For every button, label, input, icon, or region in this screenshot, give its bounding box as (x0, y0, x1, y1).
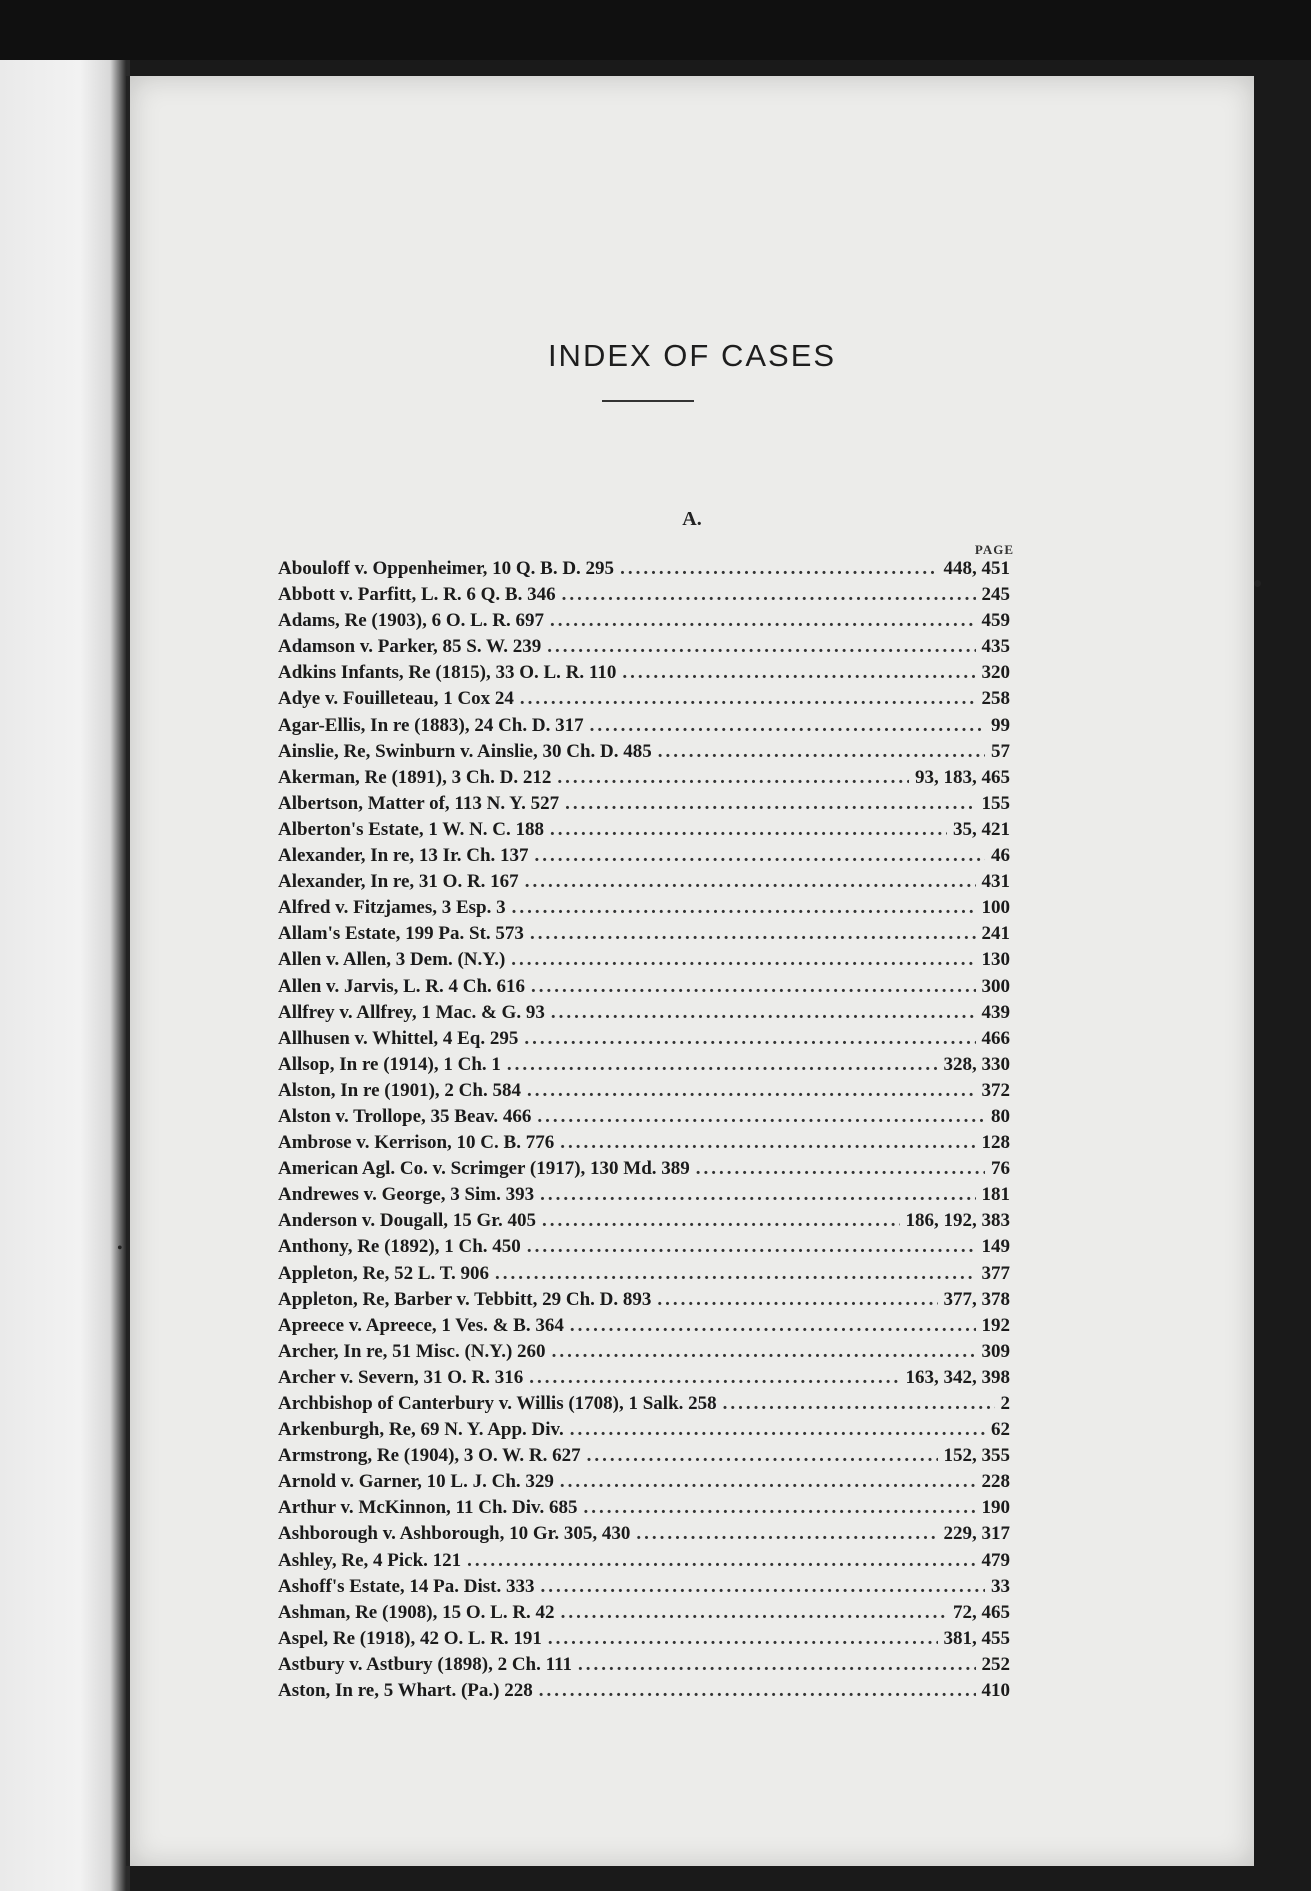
index-entry (278, 949, 1010, 975)
case-citation: Arkenburgh, Re, 69 N. Y. App. Div. (278, 1419, 564, 1441)
dot-leader (535, 845, 985, 867)
case-citation: Andrewes v. George, 3 Sim. 393 (278, 1184, 535, 1206)
dot-leader (590, 715, 985, 737)
page-references: 128 (981, 1132, 1010, 1154)
case-index-list (278, 558, 1010, 1706)
case-citation: Armstrong, Re (1904), 3 O. W. R. 627 (278, 1445, 581, 1467)
case-citation: Albertson, Matter of, 113 N. Y. 527 (278, 792, 560, 814)
dot-leader (527, 1236, 976, 1258)
dot-leader (531, 976, 975, 998)
index-entry (278, 1550, 1010, 1576)
index-entry (278, 897, 1010, 923)
index-entry (278, 923, 1010, 949)
page-references: 435 (981, 636, 1010, 658)
page-references: 2 (1000, 1393, 1010, 1414)
case-citation: American Agl. Co. v. Scrimger (1917), 130 Md. 389 (278, 1158, 690, 1180)
dot-leader (551, 1002, 976, 1024)
page-references: 410 (981, 1680, 1010, 1702)
dot-leader (530, 923, 976, 945)
index-entry (278, 1680, 1010, 1706)
case-citation: Ashley, Re, 4 Pick. 121 (278, 1549, 462, 1571)
case-citation: Aston, In re, 5 Whart. (Pa.) 228 (278, 1680, 533, 1702)
page-references: 229, 317 (943, 1523, 1010, 1545)
index-entry (278, 1602, 1010, 1628)
dot-leader (495, 1263, 976, 1285)
page-references: 190 (981, 1497, 1010, 1519)
case-citation: Ainslie, Re, Swinburn v. Ainslie, 30 Ch. D. 485 (278, 740, 652, 762)
case-citation: Agar-Ellis, In re (1883), 24 Ch. D. 317 (278, 714, 584, 736)
page-references: 62 (991, 1419, 1010, 1441)
dot-leader (525, 871, 976, 893)
case-citation: Allen v. Jarvis, L. R. 4 Ch. 616 (278, 975, 526, 997)
case-citation: Archer, In re, 51 Misc. (N.Y.) 260 (278, 1340, 546, 1362)
index-entry (278, 1393, 1010, 1419)
page-references: 300 (981, 975, 1010, 997)
case-citation: Appleton, Re, Barber v. Tebbitt, 29 Ch. D. 893 (278, 1288, 652, 1310)
dot-leader (511, 949, 975, 971)
page-column-header: PAGE (974, 542, 1014, 557)
index-entry (278, 1445, 1010, 1471)
page-references: 93, 183, 465 (915, 766, 1010, 788)
dot-leader (622, 662, 975, 684)
dot-leader (529, 1367, 899, 1389)
page-references: 130 (981, 949, 1010, 971)
case-citation: Archbishop of Canterbury v. Willis (1708), 1 Salk. 258 (278, 1393, 717, 1414)
case-citation: Alfred v. Fitzjames, 3 Esp. 3 (278, 897, 506, 919)
case-citation: Appleton, Re, 52 L. T. 906 (278, 1262, 489, 1284)
page-references: 479 (981, 1549, 1010, 1571)
index-entry (278, 1054, 1010, 1080)
page-references: 431 (981, 871, 1010, 893)
dot-leader (560, 1471, 976, 1493)
page-references: 46 (991, 845, 1010, 867)
dot-leader (542, 1210, 900, 1232)
index-entry (278, 558, 1010, 584)
case-citation: Akerman, Re (1891), 3 Ch. D. 212 (278, 766, 552, 788)
index-entry (278, 1106, 1010, 1132)
dot-leader (548, 1628, 938, 1650)
dot-leader (537, 1106, 985, 1128)
page-references: 448, 451 (943, 558, 1010, 579)
index-entry (278, 1367, 1010, 1393)
page-references: 155 (981, 792, 1010, 814)
page-references: 181 (981, 1184, 1010, 1206)
dot-leader (467, 1550, 975, 1572)
index-entry (278, 976, 1010, 1002)
case-citation: Arthur v. McKinnon, 11 Ch. Div. 685 (278, 1497, 578, 1519)
case-citation: Allhusen v. Whittel, 4 Eq. 295 (278, 1027, 519, 1049)
index-entry (278, 1184, 1010, 1210)
page-references: 459 (981, 610, 1010, 632)
case-citation: Apreece v. Apreece, 1 Ves. & B. 364 (278, 1314, 564, 1336)
page-references: 439 (981, 1001, 1010, 1023)
page-references: 149 (981, 1236, 1010, 1258)
dot-leader (570, 1315, 976, 1337)
dot-leader (540, 1184, 975, 1206)
index-entry (278, 1002, 1010, 1028)
index-entry (278, 1471, 1010, 1497)
page-references: 258 (981, 688, 1010, 710)
index-entry (278, 871, 1010, 897)
page-references: 192 (981, 1314, 1010, 1336)
margin-dot (1254, 580, 1261, 587)
page-references: 372 (981, 1079, 1010, 1101)
dot-leader (636, 1523, 937, 1545)
dot-leader (578, 1654, 975, 1676)
index-entry (278, 1028, 1010, 1054)
case-citation: Ashman, Re (1908), 15 O. L. R. 42 (278, 1601, 555, 1623)
case-citation: Allsop, In re (1914), 1 Ch. 1 (278, 1053, 501, 1075)
dot-leader (723, 1393, 995, 1415)
index-entry (278, 1315, 1010, 1341)
case-citation: Arnold v. Garner, 10 L. J. Ch. 329 (278, 1471, 554, 1493)
case-citation: Aspel, Re (1918), 42 O. L. R. 191 (278, 1627, 542, 1649)
page-references: 252 (981, 1653, 1010, 1675)
case-citation: Adye v. Fouilleteau, 1 Cox 24 (278, 688, 514, 710)
dot-leader (587, 1445, 938, 1467)
page-references: 57 (991, 740, 1010, 762)
case-citation: Allam's Estate, 199 Pa. St. 573 (278, 923, 524, 945)
page-references: 152, 355 (943, 1445, 1010, 1467)
margin-mark: • (117, 1240, 123, 1257)
index-entry (278, 1263, 1010, 1289)
index-entry (278, 662, 1010, 688)
dot-leader (560, 1132, 975, 1154)
index-entry (278, 636, 1010, 662)
dot-leader (557, 767, 909, 789)
index-entry (278, 819, 1010, 845)
case-citation: Archer v. Severn, 31 O. R. 316 (278, 1366, 524, 1388)
case-citation: Anderson v. Dougall, 15 Gr. 405 (278, 1210, 536, 1232)
page-references: 186, 192, 383 (905, 1210, 1010, 1232)
document-page (126, 76, 1254, 1866)
dot-leader (657, 1289, 937, 1311)
index-entry (278, 741, 1010, 767)
page-references: 241 (981, 923, 1010, 945)
case-citation: Anthony, Re (1892), 1 Ch. 450 (278, 1236, 521, 1258)
index-entry (278, 1576, 1010, 1602)
page-references: 377, 378 (943, 1288, 1010, 1310)
dot-leader (527, 1080, 976, 1102)
dot-leader (565, 793, 975, 815)
case-citation: Alston v. Trollope, 35 Beav. 466 (278, 1105, 532, 1127)
dot-leader (507, 1054, 938, 1076)
index-entry (278, 715, 1010, 741)
page-references: 381, 455 (943, 1627, 1010, 1649)
index-entry (278, 1497, 1010, 1523)
page-references: 377 (981, 1262, 1010, 1284)
case-citation: Alberton's Estate, 1 W. N. C. 188 (278, 818, 545, 840)
case-citation: Allfrey v. Allfrey, 1 Mac. & G. 93 (278, 1001, 545, 1023)
index-entry (278, 1080, 1010, 1106)
page-references: 309 (981, 1340, 1010, 1362)
index-entry (278, 1419, 1010, 1445)
dot-leader (620, 558, 937, 580)
page-references: 320 (981, 662, 1010, 684)
case-citation: Alexander, In re, 31 O. R. 167 (278, 871, 519, 893)
dot-leader (524, 1028, 975, 1050)
scan-background-left (0, 0, 130, 1891)
case-citation: Astbury v. Astbury (1898), 2 Ch. 111 (278, 1653, 573, 1675)
dot-leader (583, 1497, 975, 1519)
dot-leader (696, 1158, 985, 1180)
page-references: 35, 421 (953, 818, 1010, 840)
index-entry (278, 584, 1010, 610)
case-citation: Abbott v. Parfitt, L. R. 6 Q. B. 346 (278, 584, 556, 606)
index-entry (278, 1236, 1010, 1262)
case-citation: Abouloff v. Oppenheimer, 10 Q. B. D. 295 (278, 558, 615, 579)
index-entry (278, 1132, 1010, 1158)
case-citation: Ambrose v. Kerrison, 10 C. B. 776 (278, 1132, 555, 1154)
page-references: 163, 342, 398 (905, 1366, 1010, 1388)
scan-background-top (0, 0, 1311, 60)
page-title: INDEX OF CASES (547, 338, 837, 373)
dot-leader (550, 819, 947, 841)
dot-leader (561, 1602, 947, 1624)
case-citation: Adkins Infants, Re (1815), 33 O. L. R. 110 (278, 662, 617, 684)
case-citation: Alston, In re (1901), 2 Ch. 584 (278, 1079, 521, 1101)
page-references: 328, 330 (943, 1053, 1010, 1075)
dot-leader (562, 584, 976, 606)
index-entry (278, 793, 1010, 819)
index-entry (278, 610, 1010, 636)
page-references: 72, 465 (953, 1601, 1010, 1623)
index-entry (278, 1289, 1010, 1315)
index-entry (278, 1210, 1010, 1236)
index-entry (278, 1341, 1010, 1367)
page-references: 466 (981, 1027, 1010, 1049)
title-divider (602, 400, 694, 402)
index-entry (278, 1654, 1010, 1680)
dot-leader (541, 1576, 986, 1598)
page-references: 33 (991, 1575, 1010, 1597)
dot-leader (520, 688, 976, 710)
page-references: 76 (991, 1158, 1010, 1180)
index-entry (278, 1523, 1010, 1549)
index-entry (278, 688, 1010, 714)
index-entry (278, 1158, 1010, 1184)
page-references: 99 (991, 714, 1010, 736)
section-letter: A. (682, 508, 702, 530)
index-entry (278, 1628, 1010, 1654)
case-citation: Ashoff's Estate, 14 Pa. Dist. 333 (278, 1575, 535, 1597)
case-citation: Allen v. Allen, 3 Dem. (N.Y.) (278, 949, 506, 971)
case-citation: Alexander, In re, 13 Ir. Ch. 137 (278, 845, 529, 867)
case-citation: Adams, Re (1903), 6 O. L. R. 697 (278, 610, 544, 632)
dot-leader (570, 1419, 985, 1441)
page-references: 245 (981, 584, 1010, 606)
case-citation: Ashborough v. Ashborough, 10 Gr. 305, 430 (278, 1523, 631, 1545)
case-citation: Adamson v. Parker, 85 S. W. 239 (278, 636, 542, 658)
dot-leader (550, 610, 976, 632)
dot-leader (539, 1680, 976, 1702)
page-references: 100 (981, 897, 1010, 919)
dot-leader (552, 1341, 976, 1363)
dot-leader (512, 897, 976, 919)
index-entry (278, 845, 1010, 871)
dot-leader (658, 741, 985, 763)
dot-leader (547, 636, 975, 658)
index-entry (278, 767, 1010, 793)
page-references: 228 (981, 1471, 1010, 1493)
page-references: 80 (991, 1105, 1010, 1127)
